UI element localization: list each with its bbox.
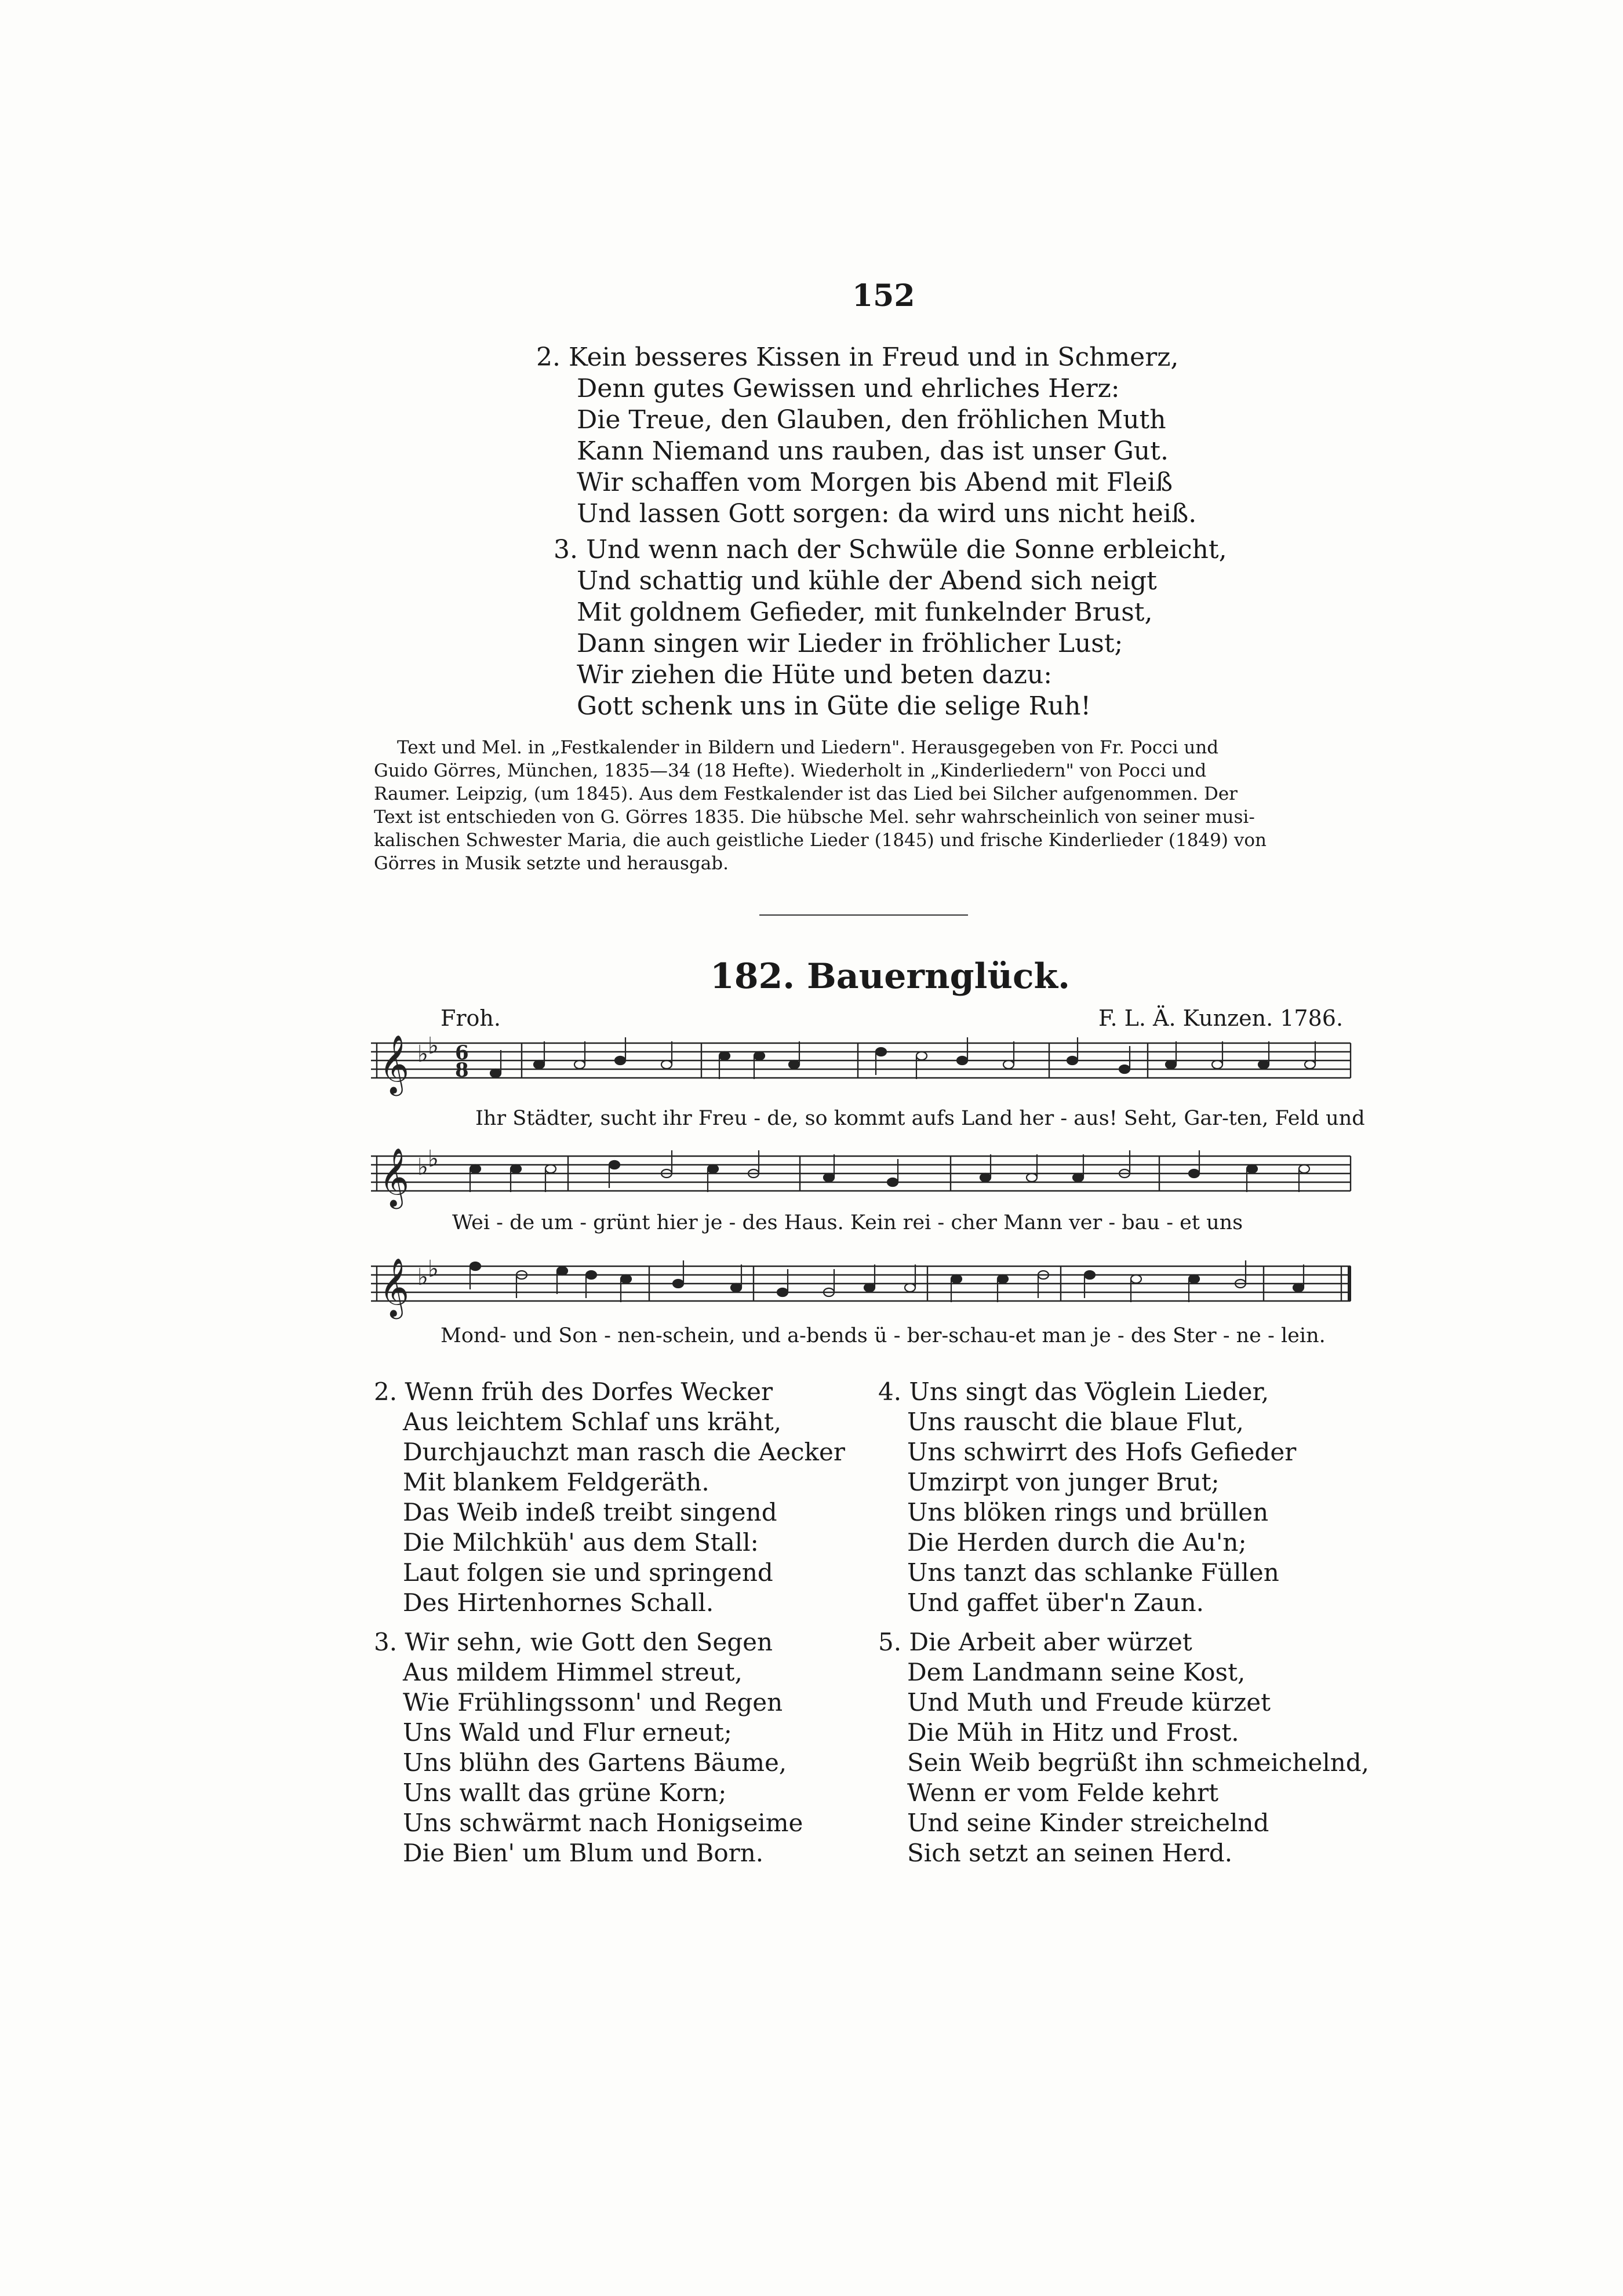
svg-text:♭: ♭: [428, 1033, 439, 1059]
svg-text:𝄞: 𝄞: [379, 1147, 410, 1207]
verse-line: Die Müh in Hitz und Frost.: [907, 1718, 1239, 1747]
verse-line: Dem Landmann seine Kost,: [907, 1658, 1246, 1686]
verse-line: 2. Wenn früh des Dorfes Wecker: [374, 1377, 773, 1406]
verse-line: Wir ziehen die Hüte und beten dazu:: [577, 660, 1053, 690]
svg-text:𝄞: 𝄞: [379, 1257, 410, 1317]
verse-line: Die Milchküh' aus dem Stall:: [403, 1528, 759, 1557]
verse-line: Das Weib indeß treibt singend: [403, 1498, 777, 1526]
verse-line: Und Muth und Freude kürzet: [907, 1688, 1271, 1716]
verse-line: Uns blühn des Gartens Bäume,: [403, 1748, 787, 1777]
verse-line: Wir schaffen vom Morgen bis Abend mit Fleiß: [577, 468, 1173, 497]
verse-line: Wenn er vom Felde kehrt: [907, 1779, 1219, 1807]
verse-line: Denn gutes Gewissen und ehrliches Herz:: [577, 374, 1120, 403]
verse-line: Sein Weib begrüßt ihn schmeichelnd,: [907, 1748, 1370, 1777]
verse-line: Dann singen wir Lieder in fröhlicher Lust;: [577, 629, 1123, 658]
song-number: 182.: [710, 956, 795, 997]
verse-line: Umzirpt von junger Brut;: [907, 1468, 1220, 1496]
verse-line: Mit goldnem Gefieder, mit funkelnder Brust,: [577, 597, 1153, 627]
composer-credit: F. L. Ä. Kunzen. 1786.: [1098, 1005, 1344, 1031]
tempo-marking: Froh.: [441, 1005, 501, 1031]
note-line: Guido Görres, München, 1835—34 (18 Hefte). Wiederholt in „Kinderliedern" von Pocci und: [374, 760, 1207, 781]
source-note: [374, 736, 1353, 875]
verse-line: Gott schenk uns in Güte die selige Ruh!: [577, 691, 1091, 721]
verse-line: Mit blankem Feldgeräth.: [403, 1468, 709, 1496]
svg-text:𝄞: 𝄞: [379, 1034, 410, 1094]
verse-line: Wie Frühlingssonn' und Regen: [403, 1688, 783, 1716]
note-line: Görres in Musik setzte und herausgab.: [374, 853, 729, 874]
verse-line: 5. Die Arbeit aber würzet: [878, 1628, 1192, 1656]
verse-line: Laut folgen sie und springend: [403, 1558, 773, 1587]
verse-line: Durchjauchzt man rasch die Aecker: [403, 1438, 845, 1466]
verse-line: Und lassen Gott sorgen: da wird uns nicht heiß.: [577, 499, 1197, 529]
svg-text:8: 8: [455, 1059, 469, 1082]
verse-line: Uns wallt das grüne Korn;: [403, 1779, 727, 1807]
verse-line: Des Hirtenhornes Schall.: [403, 1588, 714, 1617]
svg-text:♭: ♭: [417, 1154, 428, 1180]
verse-line: Und schattig und kühle der Abend sich neigt: [577, 566, 1157, 596]
music-staff-1: [371, 1032, 1356, 1101]
verse-2-top: [536, 342, 1196, 530]
svg-text:♭: ♭: [428, 1256, 439, 1282]
verse-line: Die Treue, den Glauben, den fröhlichen Muth: [577, 405, 1166, 435]
verse-line: Uns Wald und Flur erneut;: [403, 1718, 732, 1747]
verse-line: Kann Niemand uns rauben, das ist unser Gut.: [577, 436, 1169, 466]
note-line: Text ist entschieden von G. Görres 1835. Die hübsche Mel. sehr wahrscheinlich von seiner musi-: [374, 807, 1255, 828]
verse-line: Uns rauscht die blaue Flut,: [907, 1408, 1244, 1436]
verse-line: Uns schwirrt des Hofs Gefieder: [907, 1438, 1297, 1466]
note-line: Raumer. Leipzig, (um 1845). Aus dem Festkalender ist das Lied bei Silcher aufgenommen. Der: [374, 783, 1238, 804]
verse-line: Uns tanzt das schlanke Füllen: [907, 1558, 1279, 1587]
verse-line: 2. Kein besseres Kissen in Freud und in Schmerz,: [536, 342, 1179, 372]
verse-3-top: [536, 534, 1227, 722]
lyrics-line-1: Ihr Städter, sucht ihr Freu - de, so kommt aufs Land her - aus! Seht, Gar-ten, Feld und: [475, 1107, 1365, 1130]
verse-line: Und gaffet über'n Zaun.: [907, 1588, 1204, 1617]
lyrics-line-2: Wei - de um - grünt hier je - des Haus. Kein rei - cher Mann ver - bau - et uns: [452, 1211, 1243, 1234]
verse-line: Uns blöken rings und brüllen: [907, 1498, 1269, 1526]
verse-line: Sich setzt an seinen Herd.: [907, 1839, 1233, 1867]
note-line: kalischen Schwester Maria, die auch geistliche Lieder (1845) und frische Kinderlieder (1849) von: [374, 830, 1267, 851]
verse-line: Aus leichtem Schlaf uns kräht,: [403, 1408, 782, 1436]
page-number: 152: [852, 278, 915, 314]
verse-line: Die Herden durch die Au'n;: [907, 1528, 1247, 1557]
verse-5-bottom: [878, 1627, 1369, 1868]
verse-3-bottom: [374, 1627, 803, 1868]
music-staff-2: [371, 1145, 1356, 1214]
music-staff-3: [371, 1255, 1356, 1324]
divider: [759, 914, 968, 916]
song-name: Bauernglück.: [807, 956, 1071, 997]
verse-line: Uns schwärmt nach Honigseime: [403, 1809, 803, 1837]
verse-line: Aus mildem Himmel streut,: [403, 1658, 743, 1686]
note-line: Text und Mel. in „Festkalender in Bildern und Liedern". Herausgegeben von Fr. Pocci und: [397, 737, 1219, 758]
lyrics-line-3: Mond- und Son - nen-schein, und a-bends ü - ber-schau-et man je - des Ster - ne - lein.: [441, 1324, 1326, 1347]
verse-line: 3. Und wenn nach der Schwüle die Sonne erbleicht,: [554, 535, 1227, 564]
verse-line: 3. Wir sehn, wie Gott den Segen: [374, 1628, 773, 1656]
song-title: [710, 956, 1070, 997]
svg-text:♭: ♭: [428, 1146, 439, 1172]
verse-2-bottom: [374, 1377, 845, 1618]
svg-text:♭: ♭: [417, 1041, 428, 1067]
verse-line: 4. Uns singt das Vöglein Lieder,: [878, 1377, 1269, 1406]
svg-text:♭: ♭: [417, 1264, 428, 1291]
verse-line: Die Bien' um Blum und Born.: [403, 1839, 764, 1867]
verse-4-bottom: [878, 1377, 1296, 1618]
svg-text:6: 6: [455, 1041, 469, 1065]
verse-line: Und seine Kinder streichelnd: [907, 1809, 1269, 1837]
